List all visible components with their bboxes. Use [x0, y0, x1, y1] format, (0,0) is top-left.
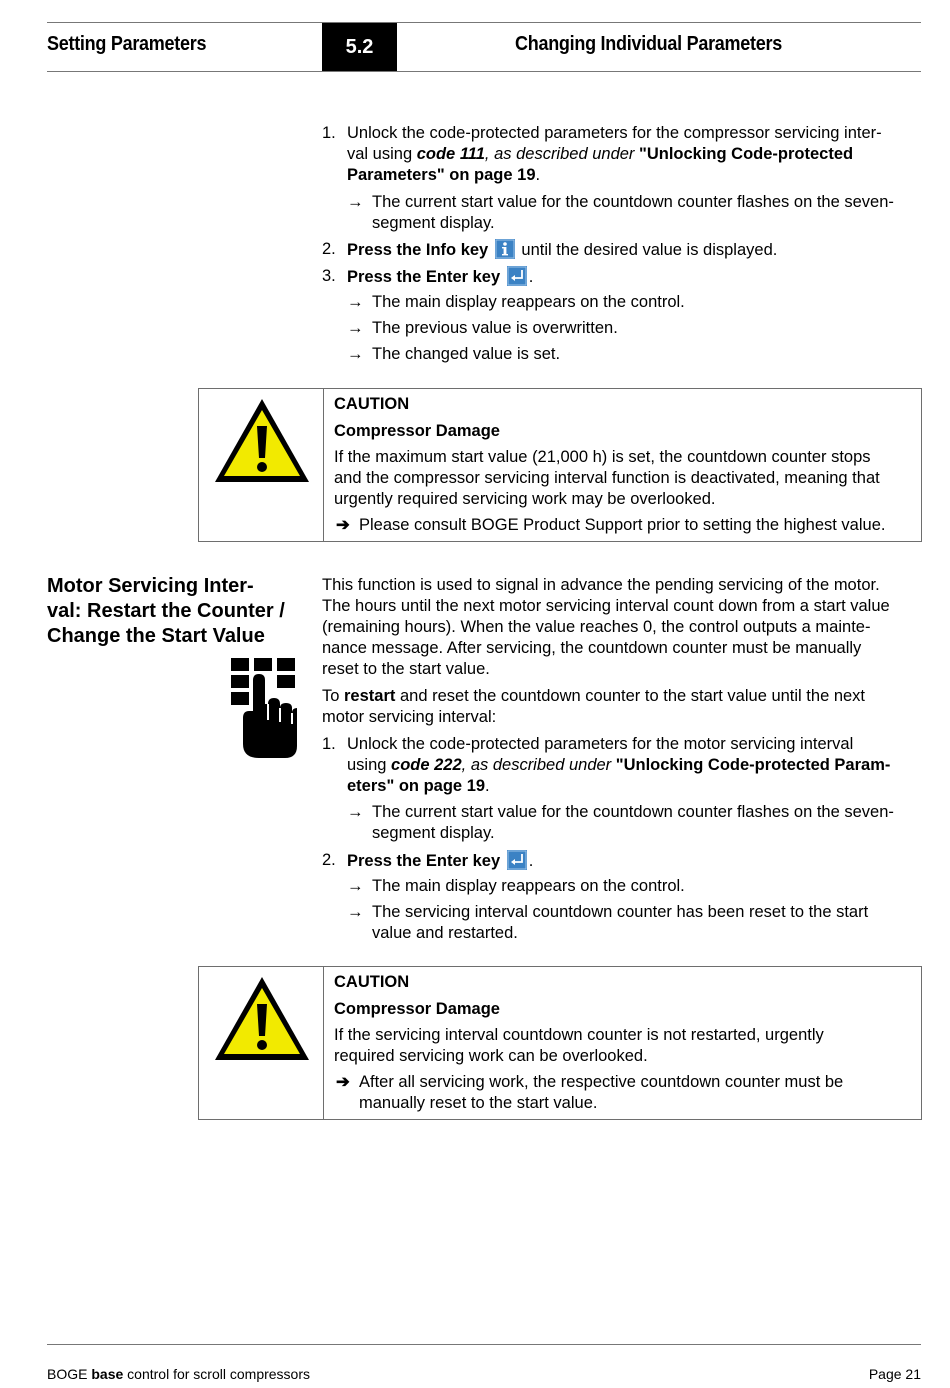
- result-text: The previous value is overwritten.: [372, 319, 618, 337]
- action-text: After all servicing work, the respective countdown counter must be: [359, 1073, 844, 1091]
- caution-label: CAUTION: [334, 395, 410, 413]
- bold-arrow-right-icon: ➔: [336, 516, 350, 534]
- step-2: [322, 850, 922, 872]
- step-instruction: Press the Enter key: [347, 852, 501, 870]
- step-3: [322, 266, 922, 288]
- cross-reference-link[interactable]: "Unlocking Code-protected Param-: [615, 756, 891, 774]
- restart-paragraph: [322, 686, 922, 728]
- result-text: The main display reappears on the control.: [372, 293, 685, 311]
- arrow-right-icon: →: [347, 319, 364, 337]
- arrow-right-icon: →: [347, 193, 364, 211]
- cross-reference-link[interactable]: "Unlocking Code-protected: [639, 145, 854, 163]
- step-text: , as described under: [461, 756, 616, 774]
- enter-key-icon: [507, 850, 527, 870]
- step-text: val using: [347, 145, 417, 163]
- section-number: 5.2: [322, 23, 397, 71]
- box-divider: [323, 389, 324, 541]
- paragraph-line: The hours until the next motor servicing interval count down from a start value: [322, 597, 890, 615]
- result-text: The current start value for the countdown counter flashes on the seven-: [372, 193, 894, 211]
- caution-box: [198, 388, 922, 542]
- section-title: Setting Parameters: [47, 33, 207, 55]
- arrow-right-icon: →: [347, 293, 364, 311]
- paragraph-text: motor servicing interval:: [322, 708, 497, 726]
- step-text: using: [347, 756, 392, 774]
- step-text: , as described under: [484, 145, 639, 163]
- punctuation: .: [485, 777, 490, 795]
- keypad-hand-icon: [229, 658, 299, 762]
- paragraph-line: This function is used to signal in advance the pending servicing of the motor.: [322, 576, 880, 594]
- result-item: [347, 318, 922, 339]
- step-text: until the desired value is displayed.: [521, 241, 778, 259]
- step-instruction: Press the Enter key: [347, 268, 501, 286]
- caution-box: [198, 966, 922, 1120]
- step-number: 2.: [322, 240, 336, 258]
- side-heading-line: Change the Start Value: [47, 625, 265, 647]
- result-text: segment display.: [372, 824, 495, 842]
- result-item: [347, 192, 922, 234]
- punctuation: .: [528, 852, 534, 870]
- bold-arrow-right-icon: ➔: [336, 1073, 350, 1091]
- result-item: [347, 876, 922, 897]
- step-number: 3.: [322, 267, 336, 285]
- punctuation: .: [528, 268, 534, 286]
- header-bottom-rule: [47, 71, 921, 72]
- paragraph-line: reset to the start value.: [322, 660, 490, 678]
- footer-brand: BOGE: [47, 1366, 88, 1382]
- page-number: Page 21: [868, 1366, 921, 1382]
- enter-key-icon: [507, 266, 527, 286]
- step-number: 2.: [322, 851, 336, 869]
- intro-paragraph: [322, 575, 922, 680]
- side-heading-line: val: Restart the Counter /: [47, 600, 285, 622]
- cross-reference-link[interactable]: Parameters" on page 19: [347, 166, 536, 184]
- arrow-right-icon: →: [347, 877, 364, 895]
- step-number: 1.: [322, 735, 336, 753]
- caution-action: [334, 1072, 911, 1114]
- paragraph-text: and reset the countdown counter to the start value until the next: [395, 687, 866, 705]
- emphasis: restart: [344, 687, 396, 705]
- step-text: Unlock the code-protected parameters for the motor servicing interval: [347, 735, 854, 753]
- step-1: [322, 123, 922, 186]
- caution-text: If the servicing interval countdown counter is not restarted, urgently: [334, 1026, 824, 1044]
- result-item: [347, 344, 922, 365]
- result-text: The main display reappears on the control.: [372, 877, 685, 895]
- footer-product-text: control for scroll compressors: [127, 1366, 310, 1382]
- result-text: The changed value is set.: [372, 345, 561, 363]
- caution-text: If the maximum start value (21,000 h) is set, the countdown counter stops: [334, 448, 871, 466]
- result-text: The servicing interval countdown counter has been reset to the start: [372, 903, 869, 921]
- footer-product: [47, 1366, 310, 1382]
- result-item: [347, 902, 922, 944]
- warning-triangle-icon: [212, 396, 312, 486]
- step-number: 1.: [322, 124, 336, 142]
- action-text: Please consult BOGE Product Support prior to setting the highest value.: [359, 516, 886, 534]
- side-heading-line: Motor Servicing Inter-: [47, 575, 254, 597]
- arrow-right-icon: →: [347, 345, 364, 363]
- paragraph-line: nance message. After servicing, the countdown counter must be manually: [322, 639, 862, 657]
- caution-text: required servicing work can be overlooked.: [334, 1047, 648, 1065]
- result-item: [347, 292, 922, 313]
- caution-text: and the compressor servicing interval function is deactivated, meaning that: [334, 469, 880, 487]
- action-text: manually reset to the start value.: [359, 1094, 598, 1112]
- warning-triangle-icon: [212, 974, 312, 1064]
- paragraph-text: To: [322, 687, 345, 705]
- caution-text: urgently required servicing work may be overlooked.: [334, 490, 716, 508]
- info-key-icon: [495, 239, 515, 259]
- caution-action: [334, 515, 911, 536]
- footer-rule: [47, 1344, 921, 1345]
- result-text: segment display.: [372, 214, 495, 232]
- result-text: The current start value for the countdown counter flashes on the seven-: [372, 803, 894, 821]
- result-item: [347, 802, 922, 844]
- caution-label: CAUTION: [334, 973, 410, 991]
- result-text: value and restarted.: [372, 924, 518, 942]
- header-top-rule: [47, 22, 921, 23]
- step-text: Unlock the code-protected parameters for the compressor servicing inter-: [347, 124, 882, 142]
- punctuation: .: [535, 166, 541, 184]
- step-instruction: Press the Info key: [347, 241, 489, 259]
- step-1: [322, 734, 922, 797]
- arrow-right-icon: →: [347, 803, 364, 821]
- code-reference: code 222: [391, 756, 462, 774]
- paragraph-line: (remaining hours). When the value reaches 0, the control outputs a mainte-: [322, 618, 871, 636]
- step-2: [322, 239, 922, 261]
- code-reference: code 111: [416, 145, 485, 163]
- caution-title: Compressor Damage: [334, 1000, 500, 1018]
- footer-brand-bold: base: [91, 1366, 124, 1382]
- box-divider: [323, 967, 324, 1119]
- arrow-right-icon: →: [347, 903, 364, 921]
- caution-title: Compressor Damage: [334, 422, 500, 440]
- cross-reference-link[interactable]: eters" on page 19: [347, 777, 486, 795]
- chapter-title: Changing Individual Parameters: [515, 33, 782, 55]
- side-heading: [47, 574, 307, 649]
